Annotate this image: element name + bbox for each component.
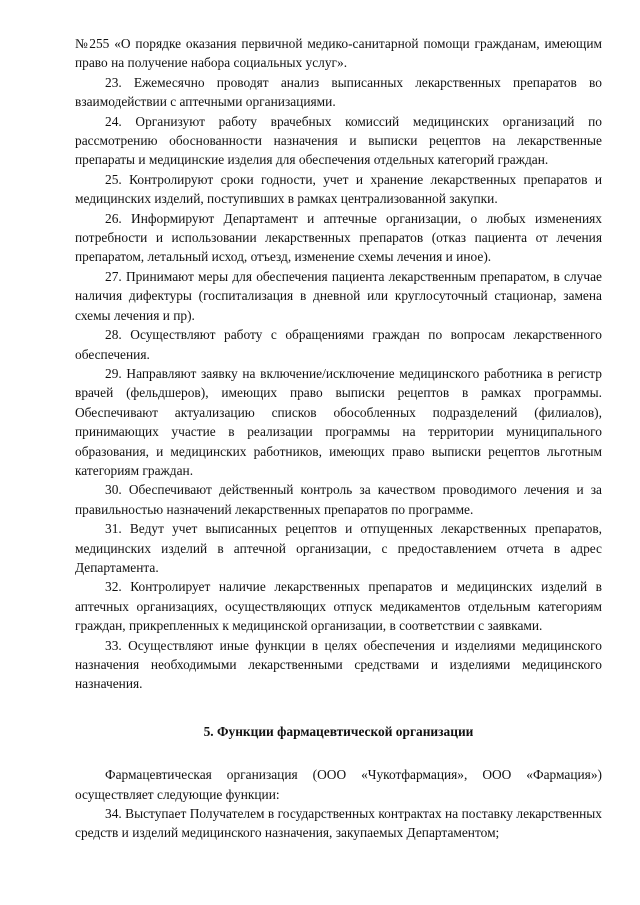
paragraph-26: 26. Информируют Департамент и аптечные организации, о любых изменениях потребности и использовании лекарственных препаратов (отказ пациента от лечения препаратом, летальный исход, отъезд, изменение схемы лечения и иное). [75,210,602,265]
section-5-body [75,765,602,843]
paragraph-28: 28. Осуществляют работу с обращениями граждан по вопросам лекарственного обеспечения. [75,327,602,362]
paragraph-32: 32. Контролирует наличие лекарственных препаратов и медицинских изделий в аптечных организациях, осуществляющих отпуск медикаментов отдельным категориям граждан, прикрепленных к медицинской организации, в соответствии с заявками. [75,579,602,634]
paragraph-23: 23. Ежемесячно проводят анализ выписанных лекарственных препаратов во взаимодействии с аптечными организациями. [75,74,602,110]
paragraph-29: 29. Направляют заявку на включение/исключение медицинского работника в регистр врачей (фельдшеров), имеющих право выписки рецептов в рамках программы. Обеспечивают актуализацию списков обособленных подразделений (филиалов), принимающих участие в реализации программы на территории муниципального образования, и медицинских работников, имеющих право выписки рецептов льготным категориям граждан. [75,365,602,478]
document-page [75,34,602,843]
paragraph-25: 25. Контролируют сроки годности, учет и хранение лекарственных препаратов и медицинских изделий, поступивших в рамках централизованной закупки. [75,171,602,207]
paragraph-pharmacy-intro: Фармацевтическая организация (ООО «Чукотфармация», ООО «Фармация») осуществляет следующие функции: [75,767,602,802]
paragraph-24: 24. Организуют работу врачебных комиссий медицинских организаций по рассмотрению обоснованности назначения и выписки рецептов на лекарственные препараты и медицинские изделия для обеспечения отдельных категорий граждан. [75,113,602,168]
paragraph-30: 30. Обеспечивают действенный контроль за качеством проводимого лечения и за правильностью назначений лекарственных препаратов по программе. [75,482,602,517]
paragraph-34: 34. Выступает Получателем в государственных контрактах на поставку лекарственных средств и изделий медицинского назначения, закупаемых Департаментом; [75,806,602,841]
paragraph-255-reference: №255 «О порядке оказания первичной медико-санитарной помощи гражданам, имеющим право на получение набора социальных услуг». [75,36,602,71]
paragraph-27: 27. Принимают меры для обеспечения пациента лекарственным препаратом, в случае наличия дифектуры (госпитализация в дневной или круглосуточный стационар, замена схемы лечения и пр). [75,268,602,323]
paragraph-31: 31. Ведут учет выписанных рецептов и отпущенных лекарственных препаратов, медицинских изделий в аптечной организации, с предоставлением отчета в адрес Департамента. [75,521,602,575]
paragraph-33: 33. Осуществляют иные функции в целях обеспечения и изделиями медицинского назначения необходимыми лекарственными средствами и изделиями медицинского назначения. [75,637,602,692]
section-4-body [75,34,602,694]
section-heading: 5. Функции фармацевтической организации [203,723,474,739]
